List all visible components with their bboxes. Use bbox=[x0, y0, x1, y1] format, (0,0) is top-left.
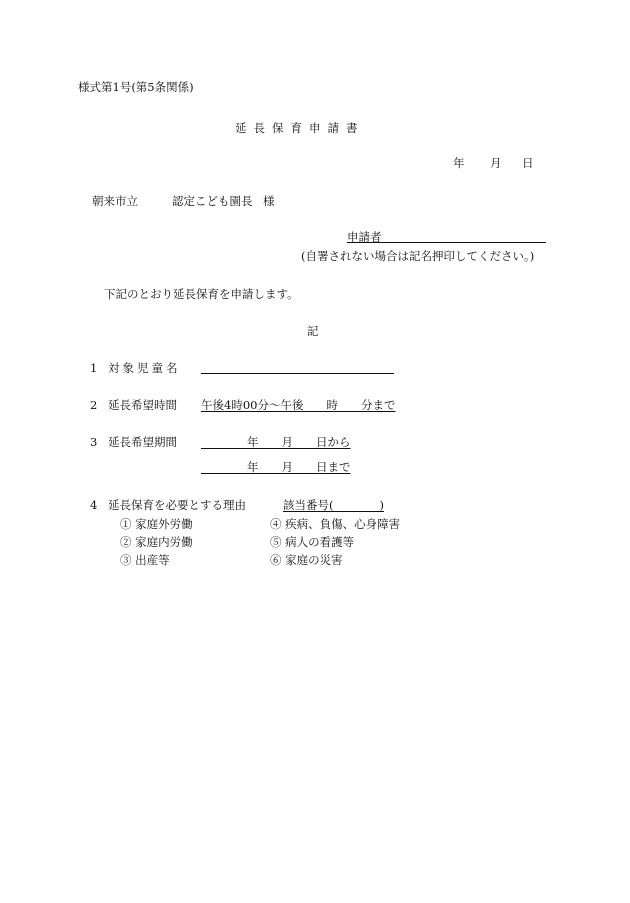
item-2-number: 2 bbox=[90, 398, 98, 412]
intro-text: 下記のとおり延長保育を申請します。 bbox=[104, 287, 299, 301]
child-name-field[interactable] bbox=[201, 373, 394, 374]
addressee-institution: 認定こども園長 bbox=[172, 194, 253, 208]
applicable-number-field[interactable]: 該当番号( ) bbox=[283, 498, 384, 512]
reason-option: ⑤ 病人の看護等 bbox=[270, 535, 355, 549]
item-4-number: 4 bbox=[90, 498, 98, 512]
reason-option: ④ 疾病、負傷、心身障害 bbox=[270, 517, 401, 531]
item-3-label: 延長希望期間 bbox=[108, 435, 177, 449]
record-heading: 記 bbox=[307, 324, 319, 338]
form-number: 様式第1号(第5条関係) bbox=[78, 80, 194, 94]
reason-option: ② 家庭内労働 bbox=[120, 535, 193, 549]
hours-field[interactable]: 午後4時00分〜午後 時 分まで bbox=[201, 398, 396, 412]
period-to-field[interactable]: 年 月 日まで bbox=[201, 460, 351, 474]
item-1-number: 1 bbox=[90, 361, 98, 375]
addressee-honorific: 様 bbox=[263, 194, 275, 208]
item-1-label: 対象児童名 bbox=[108, 361, 181, 375]
applicant-signature-line[interactable] bbox=[347, 242, 546, 243]
reason-option: ⑥ 家庭の災害 bbox=[270, 553, 343, 567]
reason-option: ① 家庭外労働 bbox=[120, 517, 193, 531]
date-month: 月 bbox=[490, 156, 502, 170]
addressee-city: 朝来市立 bbox=[92, 194, 138, 208]
document-title: 延長保育申請書 bbox=[235, 121, 365, 135]
item-4-label: 延長保育を必要とする理由 bbox=[108, 498, 246, 512]
item-3-number: 3 bbox=[90, 435, 98, 449]
item-2-label: 延長希望時間 bbox=[108, 398, 177, 412]
applicant-note: (自署されない場合は記名押印してください。) bbox=[301, 249, 535, 263]
date-year: 年 bbox=[453, 156, 465, 170]
period-from-field[interactable]: 年 月 日から bbox=[201, 435, 351, 449]
reason-option: ③ 出産等 bbox=[120, 553, 170, 567]
applicant-label: 申請者 bbox=[347, 230, 382, 244]
date-day: 日 bbox=[522, 156, 534, 170]
